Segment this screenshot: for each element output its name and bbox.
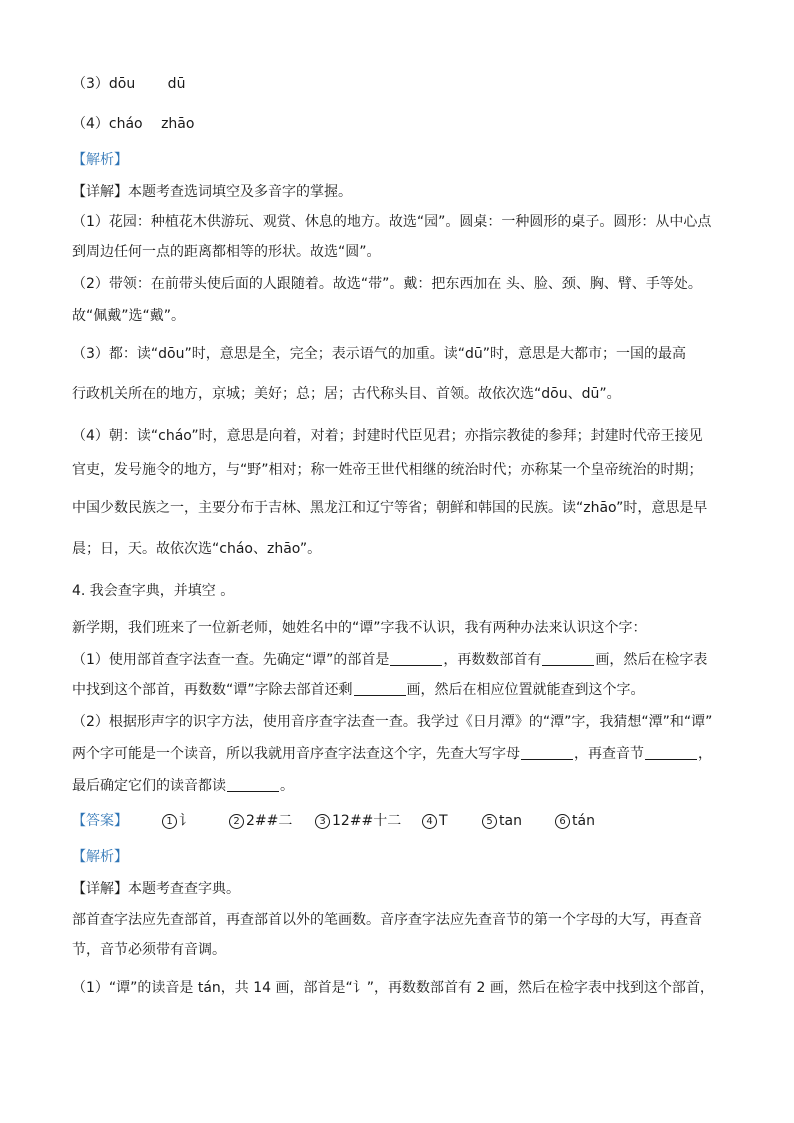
fill-blank[interactable] <box>521 745 573 760</box>
detail-paragraph: 中国少数民族之一，主要分布于吉林、黑龙江和辽宁等省；朝鲜和韩国的民族。读“zhāo”时，意思是早 <box>72 500 708 516</box>
analysis-heading: 【解析】 <box>72 849 128 865</box>
detail-paragraph: 行政机关所在的地方，京城；美好；总；居；古代称头目、首领。故依次选“dōu、dū”。 <box>72 386 621 402</box>
fill-blank[interactable] <box>354 681 406 696</box>
detail-intro: 【详解】本题考查查字典。 <box>72 881 240 897</box>
fill-blank[interactable] <box>542 651 594 666</box>
question-title: 4. 我会查字典，并填空 。 <box>72 583 235 599</box>
answer-item: 1 讠 <box>162 811 229 831</box>
answer-item: 2 2##二 <box>229 811 315 831</box>
detail-paragraph: （4）朝：读“cháo”时，意思是向着，对着；封建时代臣见君；亦指宗教徒的参拜；封建时代帝王接见 <box>72 428 703 444</box>
fill-blank[interactable] <box>227 777 279 792</box>
detail-paragraph: 到周边任何一点的距离都相等的形状。故选“圆”。 <box>72 244 381 260</box>
question-line: 中找到这个部首，再数数“谭”字除去部首还剩 画，然后在相应位置就能查到这个字。 <box>72 682 645 698</box>
detail-paragraph: （2）带领：在前带头使后面的人跟随着。故选“带”。戴：把东西加在 头、脸、颈、胸、臂、手等处。 <box>72 276 702 292</box>
analysis-heading: 【解析】 <box>72 152 128 168</box>
detail-paragraph: 晨；日，天。故依次选“cháo、zhāo”。 <box>72 541 322 557</box>
question-line: （2）根据形声字的识字方法，使用音序查字法查一查。我学过《日月潭》的“潭”字，我猜想“潭”和“谭” <box>72 714 713 730</box>
detail-paragraph: 节，音节必须带有音调。 <box>72 942 226 958</box>
detail-paragraph: （1）花园：种植花木供游玩、观赏、休息的地方。故选“园”。圆桌：一种圆形的桌子。圆形：从中心点 <box>72 214 712 230</box>
fill-blank[interactable] <box>390 651 442 666</box>
detail-paragraph: 部首查字法应先查部首，再查部首以外的笔画数。音序查字法应先查音节的第一个字母的大写，再查音 <box>72 912 702 928</box>
detail-paragraph: （1）“谭”的读音是 tán，共 14 画，部首是“讠”，再数数部首有 2 画，然后在检字表中找到这个部首， <box>72 980 714 996</box>
detail-paragraph: （3）都：读“dōu”时，意思是全，完全；表示语气的加重。读“dū”时，意思是大都市；一国的最高 <box>72 346 687 362</box>
fill-blank[interactable] <box>645 745 697 760</box>
question-line: 最后确定它们的读音都读 。 <box>72 778 294 794</box>
answer-item: 6 tán <box>555 811 595 831</box>
detail-paragraph: 故“佩戴”选“戴”。 <box>72 308 186 324</box>
answer-line-3: （3）dōu dū <box>72 76 186 92</box>
question-line: 两个字可能是一个读音，所以我就用音序查字法查这个字，先查大写字母 ，再查音节 ， <box>72 746 712 762</box>
question-line: （1）使用部首查字法查一查。先确定“谭”的部首是 ，再数数部首有 画，然后在检字表 <box>72 652 708 668</box>
answer-item: 4 T <box>422 811 482 831</box>
detail-paragraph: 官吏，发号施令的地方，与“野”相对；称一姓帝王世代相继的统治时代；亦称某一个皇帝统治的时期； <box>72 462 703 478</box>
answer-line-4: （4）cháo zhāo <box>72 116 195 132</box>
question-intro: 新学期，我们班来了一位新老师，她姓名中的“谭”字我不认识，我有两种办法来认识这个字： <box>72 620 647 636</box>
answer-row: 【答案】 1 讠 2 2##二 3 12##十二 4 T 5 tan 6 tán <box>72 813 595 829</box>
answer-item: 5 tan <box>482 811 555 831</box>
answer-item: 3 12##十二 <box>315 811 422 831</box>
detail-intro: 【详解】本题考查选词填空及多音字的掌握。 <box>72 184 352 200</box>
